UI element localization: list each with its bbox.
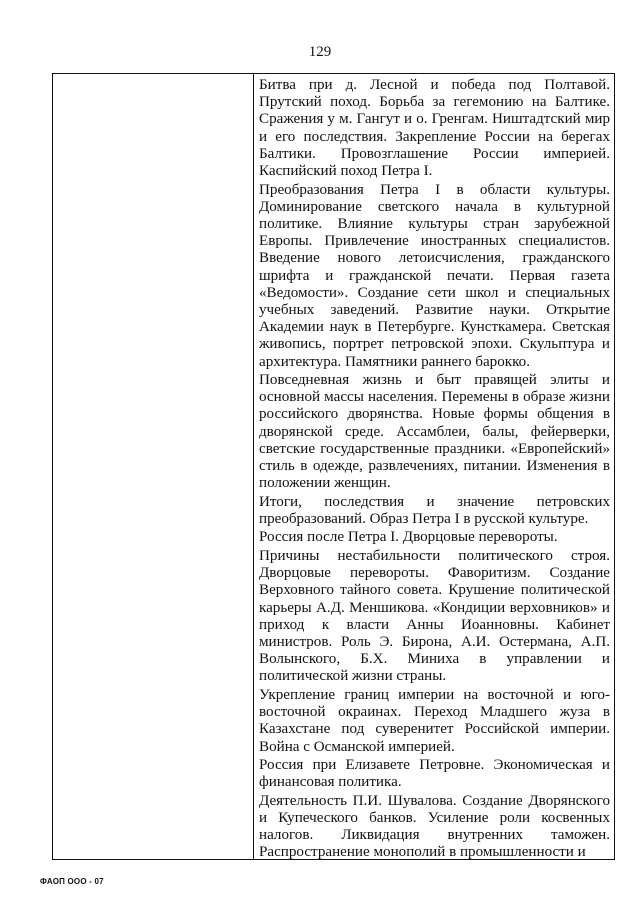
table-left-column [53, 74, 254, 859]
footer-document-code: ФАОП ООО - 07 [40, 877, 104, 886]
paragraph-results: Итоги, последствия и значение петровских преобразований. Образ Петра I в русской культуре. [259, 493, 610, 527]
paragraph-northern-war: Битва при д. Лесной и победа под Полтавой. Прутский поход. Борьба за гегемонию на Балтике. Сражения у м. Гангут и о. Гренгам. Ништадтский мир и его последствия. Закрепление России на берегах Балтики. Провозглашение России империей. Каспийский поход Петра I. [259, 77, 610, 180]
table-right-column [254, 74, 614, 859]
paragraph-palace-coups-heading: Россия после Петра I. Дворцовые перевороты. [259, 529, 558, 546]
paragraph-shuvalov: Деятельность П.И. Шувалова. Создание Дворянского и Купеческого банков. Усиление роли косвенных налогов. Ликвидация внутренних таможен. Распространение монополий в промышленности и [259, 792, 610, 859]
page-number: 129 [308, 44, 332, 60]
paragraph-daily-life: Повседневная жизнь и быт правящей элиты и основной массы населения. Перемены в образе жизни российского дворянства. Новые формы общения в дворянской среде. Ассамблеи, балы, фейерверки, светские государственные праздники. «Европейский» стиль в одежде, развлечениях, питании. Изменения в положении женщин. [259, 372, 610, 492]
paragraph-borders: Укрепление границ империи на восточной и юго-восточной окраинах. Переход Младшего жуза в Казахстане под суверенитет Российской империи. Война с Османской империей. [259, 686, 610, 755]
paragraph-instability: Причины нестабильности политического строя. Дворцовые перевороты. Фаворитизм. Создание Верховного тайного совета. Крушение политической карьеры А.Д. Меншикова. «Кондиции верховников» и приход к власти Анны Иоанновны. Кабинет министров. Роль Э. Бирона, А.И. Остермана, А.П. Волынского, Б.Х. Миниха в управлении и политической жизни страны. [259, 547, 610, 685]
paragraph-culture-reforms: Преобразования Петра I в области культуры. Доминирование светского начала в культурной политике. Влияние культуры стран зарубежной Европы. Привлечение иностранных специалистов. Введение нового летоисчисления, гражданского шрифта и гражданской печати. Первая газета «Ведомости». Создание сети школ и специальных учебных заведений. Развитие науки. Открытие Академии наук в Петербурге. Кунсткамера. Светская живопись, портрет петровской эпохи. Скульптура и архитектура. Памятники раннего барокко. [259, 181, 610, 370]
paragraph-elizabeth: Россия при Елизавете Петровне. Экономическая и финансовая политика. [259, 757, 610, 791]
content-table [52, 73, 615, 860]
